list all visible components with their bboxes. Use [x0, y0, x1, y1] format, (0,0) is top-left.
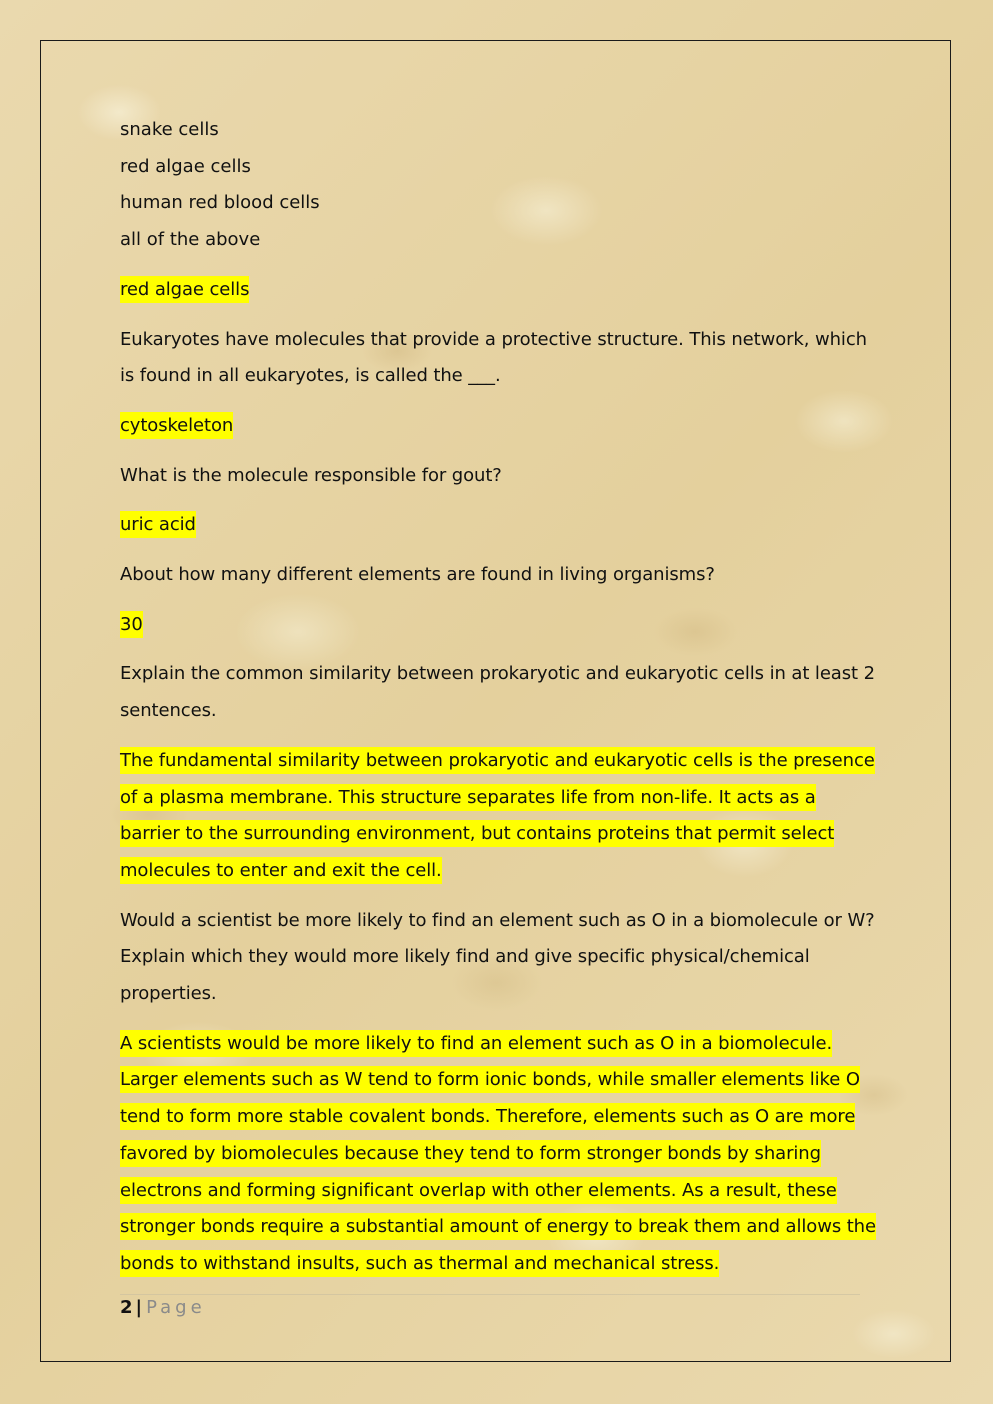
- highlighted-answer: 30: [120, 611, 143, 638]
- option-item: red algae cells: [120, 155, 251, 177]
- highlighted-answer: red algae cells: [120, 276, 249, 303]
- footer-separator: |: [135, 1297, 143, 1318]
- answer-paragraph: [120, 408, 880, 445]
- answer-paragraph: [120, 507, 880, 544]
- answer-paragraph: [120, 607, 880, 644]
- question-paragraph: Would a scientist be more likely to find an element such as O in a biomolecule or W? Explain which they would more likely find and give specific physical/chemical properties.: [120, 909, 875, 1005]
- highlighted-answer: cytoskeleton: [120, 412, 233, 439]
- question-paragraph: Explain the common similarity between prokaryotic and eukaryotic cells in at least 2 sentences.: [120, 663, 875, 722]
- document-body: [120, 112, 880, 1296]
- answer-options: [120, 112, 880, 259]
- highlighted-answer: uric acid: [120, 511, 196, 538]
- answer-paragraph: [120, 1026, 880, 1283]
- option-item: human red blood cells: [120, 192, 320, 214]
- page-footer: [120, 1294, 860, 1321]
- option-item: all of the above: [120, 229, 261, 251]
- highlighted-answer: A scientists would be more likely to find an element such as O in a biomolecule. Larger elements such as W tend to form ionic bonds, while smaller elements like O tend to form more stable covalent bonds. Therefore, elements such as O are more favored by biomolecules because they tend to form stronger bonds by sharing electrons and forming significant overlap with other elements. As a result, these stronger bonds require a substantial amount of energy to break them and allows the bonds to withstand insults, such as thermal and mechanical stress.: [120, 1030, 876, 1277]
- question-paragraph: About how many different elements are found in living organisms?: [120, 564, 715, 586]
- page-number: 2: [120, 1297, 133, 1318]
- option-item: snake cells: [120, 119, 219, 140]
- highlighted-answer: The fundamental similarity between prokaryotic and eukaryotic cells is the presence of a plasma membrane. This structure separates life from non-life. It acts as a barrier to the surrounding environment, but contains proteins that permit select molecules to enter and exit the cell.: [120, 747, 875, 884]
- question-paragraph: Eukaryotes have molecules that provide a protective structure. This network, which is found in all eukaryotes, is called the ___.: [120, 328, 867, 387]
- page-label: Page: [146, 1297, 206, 1318]
- answer-paragraph: [120, 743, 880, 890]
- question-paragraph: What is the molecule responsible for gout?: [120, 464, 502, 486]
- answer-paragraph: [120, 272, 880, 309]
